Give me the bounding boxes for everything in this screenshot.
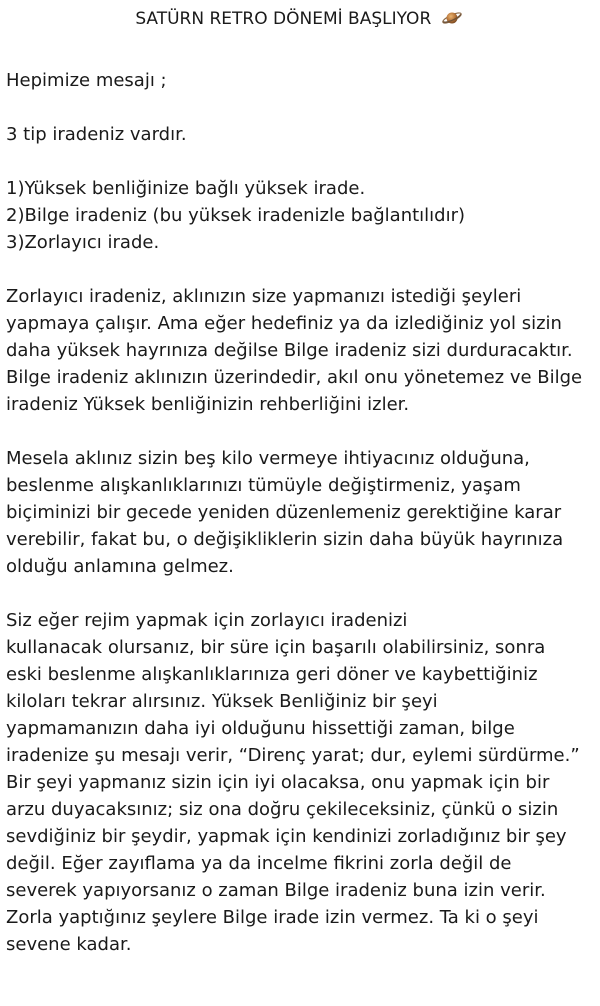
paragraph [6,67,582,94]
text-line: beslenme alışkanlıklarınızı tümüyle değiştirmeniz, yaşam [6,475,521,496]
text-line: değil. Eğer zayıflama ya da incelme fikrini zorla değil de [6,853,512,874]
title-row [6,7,582,31]
text-line: verebilir, fakat bu, o değişikliklerin sizin daha büyük hayrınıza [6,529,564,550]
text-line: sevene kadar. [6,934,132,955]
text-line: yapmaya çalışır. Ama eğer hedefiniz ya da izlediğiniz yol sizin [6,313,562,334]
text-line: olduğu anlamına gelmez. [6,556,234,577]
text-line: biçiminizi bir gecede yeniden düzenlemeniz gerektiğine karar [6,502,562,523]
text-line: kiloları tekrar alırsınız. Yüksek Benliğiniz bir şeyi [6,691,438,712]
document-body [6,67,582,958]
text-line: Zorla yaptığınız şeylere Bilge irade izin vermez. Ta ki o şeyi [6,907,539,928]
text-line: 1)Yüksek benliğinize bağlı yüksek irade. [6,178,366,199]
ringed-planet-icon [441,9,463,25]
text-line: Siz eğer rejim yapmak için zorlayıcı iradenizi [6,610,408,631]
text-line: yapmamanızın daha iyi olduğunu hissettiği zaman, bilge [6,718,515,739]
text-line: Mesela aklınız sizin beş kilo vermeye ihtiyacınız olduğuna, [6,448,530,469]
text-line: eski beslenme alışkanlıklarınıza geri döner ve kaybettiğiniz [6,664,538,685]
text-line: kullanacak olursanız, bir süre için başarılı olabilirsiniz, sonra [6,637,546,658]
text-line: Bilge iradeniz aklınızın üzerindedir, akıl onu yönetemez ve Bilge [6,367,583,388]
text-line: iradeniz Yüksek benliğinizin rehberliğini izler. [6,394,410,415]
text-line: severek yapıyorsanız o zaman Bilge iradeniz buna izin verir. [6,880,546,901]
text-line: 3 tip iradeniz vardır. [6,124,187,145]
text-line: Hepimize mesajı ; [6,70,167,91]
paragraph [6,121,582,148]
text-line: Bir şeyi yapmanız sizin için iyi olacaksa, onu yapmak için bir [6,772,550,793]
text-line: 2)Bilge iradeniz (bu yüksek iradenizle bağlantılıdır) [6,205,466,226]
document-title: SATÜRN RETRO DÖNEMİ BAŞLIYOR [135,9,432,29]
text-line: daha yüksek hayrınıza değilse Bilge iradeniz sizi durduracaktır. [6,340,573,361]
paragraph [6,283,582,418]
text-line: iradenize şu mesajı verir, “Direnç yarat; dur, eylemi sürdürme.” [6,745,580,766]
paragraph [6,175,582,256]
text-line: 3)Zorlayıcı irade. [6,232,160,253]
text-line: arzu duyacaksınız; siz ona doğru çekileceksiniz, çünkü o sizin [6,799,559,820]
paragraph [6,445,582,580]
text-line: Zorlayıcı iradeniz, aklınızın size yapmanızı istediği şeyleri [6,286,522,307]
text-line: sevdiğiniz bir şeydir, yapmak için kendinizi zorladığınız bir şey [6,826,567,847]
paragraph [6,607,582,958]
